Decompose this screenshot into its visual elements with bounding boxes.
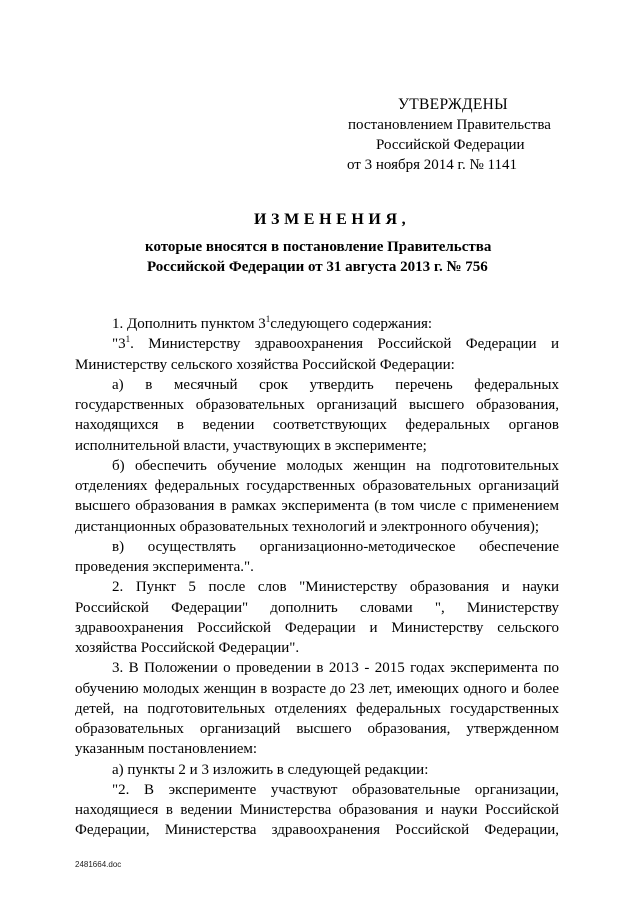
- paragraph-2-text-b: . Министерству здравоохранения Российской Федерации и Министерству сельского хозяйства Российской Федерации:: [75, 336, 559, 373]
- superscript: 1: [265, 314, 271, 324]
- approval-line-1: постановлением Правительства: [348, 117, 551, 133]
- paragraph-1-text-b: следующего содержания:: [270, 316, 433, 332]
- paragraph-9: "2. В эксперименте участвуют образовательные организации, находящиеся в ведении Министерства образования и науки Российской Федерации, Министерства здравоохранения Российской Федерации,: [75, 781, 559, 839]
- approval-line-2: Российской Федерации: [376, 137, 525, 153]
- superscript: 1: [125, 334, 131, 345]
- paragraph-5: в) осуществлять организационно-методическое обеспечение проведения эксперимента.".: [75, 538, 559, 575]
- paragraph-2: [75, 334, 559, 375]
- heading-subtitle-2: Российской Федерации от 31 августа 2013 г. № 756: [147, 259, 488, 275]
- heading-subtitle-1: которые вносятся в постановление Правительства: [145, 239, 492, 255]
- paragraph-8: а) пункты 2 и 3 изложить в следующей редакции:: [112, 761, 429, 778]
- approval-title: УТВЕРЖДЕНЫ: [398, 96, 508, 113]
- paragraph-3: а) в месячный срок утвердить перечень федеральных государственных образовательных организаций высшего образования, находящихся в ведении соответствующих федеральных органов исполнительной власти, участвующих в эксперименте;: [75, 376, 559, 454]
- heading-title: ИЗМЕНЕНИЯ,: [254, 211, 411, 228]
- approval-line-3: от 3 ноября 2014 г. № 1141: [347, 157, 517, 173]
- paragraph-2-text-a: "3: [112, 336, 126, 353]
- paragraph-6: 2. Пункт 5 после слов "Министерству образования и науки Российской Федерации" дополнить словами ", Министерству здравоохранения Российской Федерации и Министерству сельского хозяйства Российской Федерации".: [75, 579, 559, 656]
- document-filename: 2481664.doc: [75, 860, 122, 869]
- paragraph-1-text-a: 1. Дополнить пунктом 3: [112, 316, 266, 332]
- document-body: [75, 314, 559, 841]
- paragraph-1: [75, 314, 559, 334]
- paragraph-4: б) обеспечить обучение молодых женщин на подготовительных отделениях федеральных государственных образовательных организаций высшего образования в рамках эксперимента (в том числе с применением дистанционных образовательных технологий и электронного обучения);: [75, 457, 559, 535]
- paragraph-7: 3. В Положении о проведении в 2013 - 2015 годах эксперимента по обучению молодых женщин в возрасте до 23 лет, имеющих одного и более детей, на подготовительных отделениях федеральных государственных образовательных организаций высшего образования, утвержденном указанным постановлением:: [75, 660, 559, 758]
